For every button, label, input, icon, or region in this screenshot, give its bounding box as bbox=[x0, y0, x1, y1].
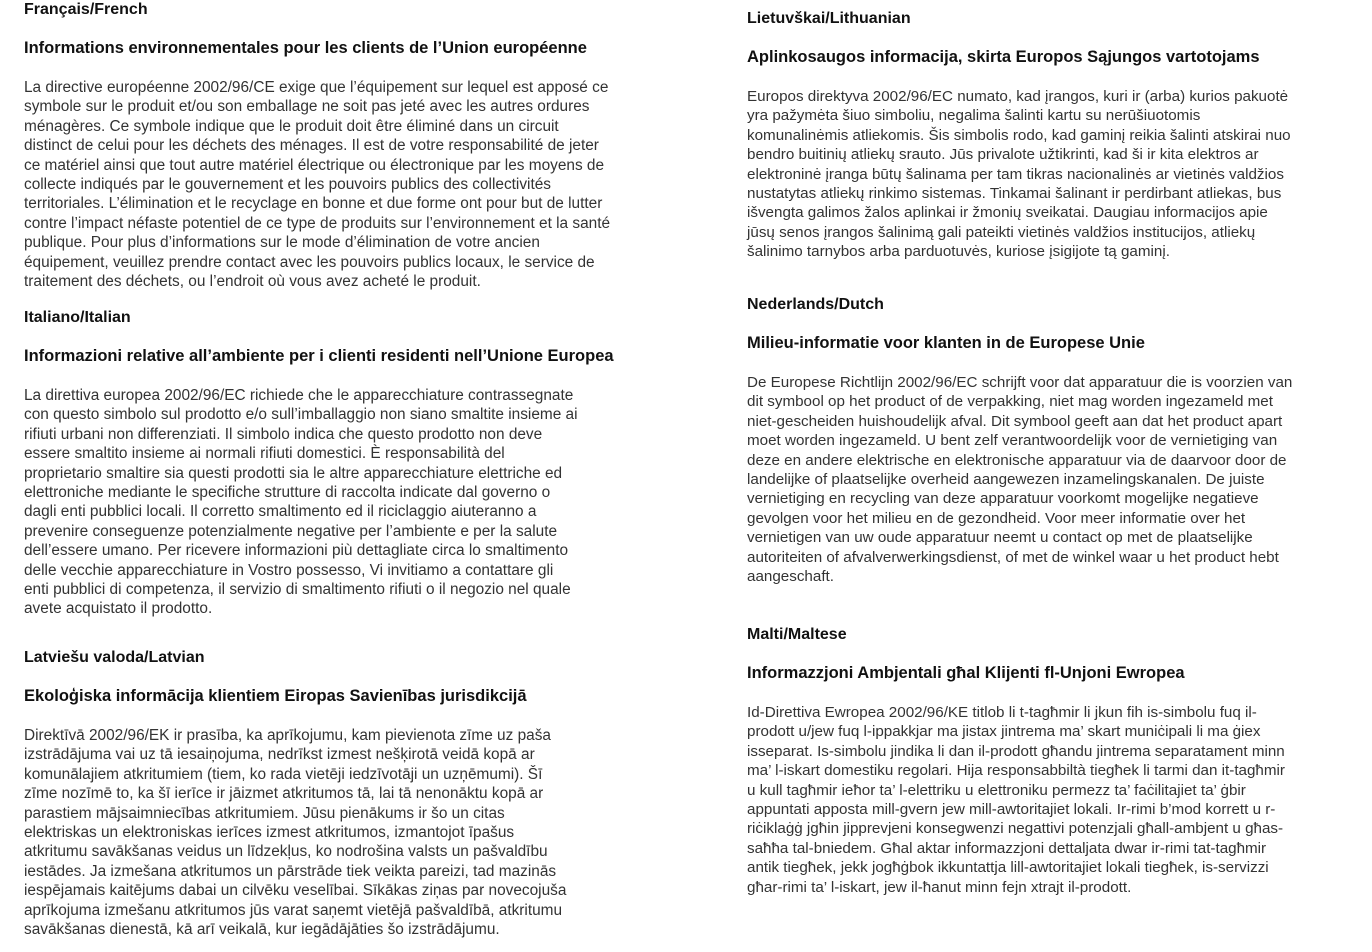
body-line: aprīkojuma izmešanu atkritumos jūs varat saņemt vietējā pašvaldībā, atkritumu bbox=[24, 901, 563, 919]
body-line: deze en andere elektrische en elektronische apparatuur via de daarvoor door de bbox=[747, 451, 1287, 469]
body-line: prevenire conseguenze potenzialmente negative per l’ambiente e per la salute bbox=[24, 522, 558, 540]
body-line: parastiem mājsaimniecības atkritumiem. Jūsu pienākums ir šo un citas bbox=[24, 804, 505, 822]
body-line: dit symbool op het product of de verpakking, niet mag worden ingezameld met bbox=[747, 393, 1273, 411]
body-line: La directive européenne 2002/96/CE exige que l’équipement sur lequel est apposé ce bbox=[24, 79, 609, 96]
body-line: con questo simbolo sul prodotto e/o sull’imballaggio non siano smaltite insieme ai bbox=[24, 406, 578, 424]
section-latvian bbox=[24, 648, 664, 939]
section-title: Ekoloģiska informācija klientiem Eiropas Savienības jurisdikcijā bbox=[24, 687, 527, 705]
body-line: atkritumu savākšanas veidus un līdzekļus, ko nodrošina valsts un pašvaldību bbox=[24, 843, 548, 861]
language-heading: Français/French bbox=[24, 1, 148, 18]
section-title: Informations environnementales pour les clients de l’Union européenne bbox=[24, 39, 587, 57]
section-dutch bbox=[747, 295, 1372, 586]
body-line: elettroniche mediante le specifiche strutture di raccolta indicate dal governo o bbox=[24, 484, 551, 502]
section-title: Informazioni relative all’ambiente per i clienti residenti nell’Unione Europea bbox=[24, 347, 614, 365]
body-line: traitement des déchets, ou l’endroit où vous avez acheté le produit. bbox=[24, 273, 481, 291]
body-line: jūsų senos įrangos šalinimą gali pateikti vietinės valdžios institucijos, atliekų bbox=[747, 223, 1256, 241]
body-line: zīme nozīmē to, ka šī ierīce ir jāizmet atkritumos tā, lai tā nenonāktu kopā ar bbox=[24, 785, 544, 803]
body-line: šalinimo tarnybos arba parduotuvės, kuriose įsigijote tą gaminį. bbox=[747, 243, 1170, 261]
body-line: distinct de celui pour les déchets des ménages. Il est de votre responsabilité de jeter bbox=[24, 137, 599, 155]
body-line: komunālajiem atkritumiem (tiem, ko rada vietēji iedzīvotāji un uzņēmumi). Šī bbox=[24, 765, 543, 783]
body-line: antik tiegħek, jekk jogħġbok ikkuntattja lill-awtoritajiet lokali tiegħek, is-servizzi bbox=[747, 859, 1269, 877]
body-line: essere smaltito insieme ai normali rifiuti domestici. È responsabilità del bbox=[24, 445, 505, 463]
section-title: Milieu-informatie voor klanten in de Europese Unie bbox=[747, 334, 1145, 352]
section-body bbox=[747, 373, 1372, 586]
body-line: vernietigen van uw oude apparatuur neemt u contact op met de plaatselijke bbox=[747, 529, 1253, 547]
section-lithuanian bbox=[747, 9, 1372, 262]
body-line: ma’ l-iskart domestiku regolari. Hija responsabbiltà tiegħek li tarmi dan it-tagħmir bbox=[747, 762, 1285, 780]
body-line: komunalinėmis atliekomis. Šis simbolis rodo, kad gaminį reikia šalinti atskirai nuo bbox=[747, 126, 1291, 144]
body-line: La direttiva europea 2002/96/EC richiede che le apparecchiature contrassegnate bbox=[24, 387, 574, 404]
section-body bbox=[24, 726, 664, 939]
body-line: landelijke of plaatselijke overheid aangewezen inzamelingskanalen. De juiste bbox=[747, 471, 1265, 489]
body-line: iespējamais kaitējums dabai un cilvēku veselībai. Sīkākas ziņas par novecojuša bbox=[24, 882, 567, 900]
body-line: dagli enti pubblici locali. Il corretto smaltimento ed il riciclaggio aiuteranno a bbox=[24, 503, 537, 521]
section-maltese bbox=[747, 625, 1372, 897]
section-body bbox=[747, 703, 1372, 897]
section-title: Aplinkosaugos informacija, skirta Europos Sąjungos vartotojams bbox=[747, 48, 1260, 66]
body-line: elektroninė įranga būtų šalinama per tam tikras nacionalinės ar vietinės valdžios bbox=[747, 165, 1284, 183]
body-line: collecte indiqués par le gouvernement et les pouvoirs publics des collectivités bbox=[24, 176, 551, 194]
body-line: išvengta galimos žalos aplinkai ir žmonių sveikatai. Daugiau informacijos apie bbox=[747, 204, 1268, 222]
body-line: u kull tagħmir ieħor ta’ l-elettriku u elettroniku permezz ta’ faċilitajiet ta’ ġbir bbox=[747, 781, 1246, 799]
body-line: prodott u/jew fuq l-ippakkjar ma jistax jintrema ma’ skart muniċipali li ma ġiex bbox=[747, 723, 1261, 741]
body-line: delle vecchie apparecchiature in Vostro possesso, Vi invitiamo a contattare gli bbox=[24, 561, 554, 579]
body-line: izstrādājuma vai uz tā iesaiņojuma, nedrīkst izmest nešķirotā veidā kopā ar bbox=[24, 746, 535, 764]
body-line: proprietario smaltire sia questi prodotti sia le altre apparecchiature elettriche ed bbox=[24, 464, 563, 482]
body-line: contre l’impact néfaste potentiel de ce type de produits sur l’environnement et la santé bbox=[24, 214, 611, 232]
language-heading: Nederlands/Dutch bbox=[747, 296, 884, 313]
language-heading: Lietuvškai/Lithuanian bbox=[747, 10, 911, 27]
body-line: ménagères. Ce symbole indique que le produit doit être éliminé dans un circuit bbox=[24, 117, 559, 135]
language-heading: Italiano/Italian bbox=[24, 309, 131, 326]
body-line: niet-gescheiden huishoudelijk afval. Dit symbool geeft aan dat het product apart bbox=[747, 412, 1283, 430]
body-line: dell’essere umano. Per ricevere informazioni più dettagliate circa lo smaltimento bbox=[24, 542, 569, 560]
body-line: moet worden ingezameld. U bent zelf verantwoordelijk voor de vernietiging van bbox=[747, 432, 1278, 450]
body-line: gevolgen voor het milieu en de gezondheid. Voor meer informatie over het bbox=[747, 509, 1246, 527]
section-french bbox=[24, 0, 664, 291]
body-line: għar-rimi ta’ l-iskart, jew il-ħanut minn fejn xtrajt il-prodott. bbox=[747, 878, 1132, 896]
body-line: Id-Direttiva Ewropea 2002/96/KE titlob li t-tagħmir li jkun fih is-simbolu fuq il- bbox=[747, 704, 1257, 721]
body-line: autoriteiten of afvalverwerkingsdienst, of met de winkel waar u het product hebt bbox=[747, 548, 1279, 566]
body-line: yra pažymėta šiuo simboliu, negalima šalinti kartu su nerūšiuotomis bbox=[747, 107, 1201, 125]
section-body bbox=[747, 87, 1372, 262]
body-line: équipement, veuillez prendre contact avec les pouvoirs publics locaux, le service de bbox=[24, 253, 595, 271]
section-body bbox=[24, 386, 664, 619]
body-line: vernietiging en recycling van deze apparatuur voorkomt mogelijke negatieve bbox=[747, 490, 1259, 508]
body-line: De Europese Richtlijn 2002/96/EC schrijft voor dat apparatuur die is voorzien van bbox=[747, 374, 1293, 391]
body-line: publique. Pour plus d’informations sur le mode d’élimination de votre ancien bbox=[24, 234, 540, 252]
body-line: aangeschaft. bbox=[747, 568, 834, 586]
body-line: territoriales. L’élimination et le recyclage en bonne et due forme ont pour but de lutter bbox=[24, 195, 603, 213]
body-line: appuntati apposta mill-gvern jew mill-awtoritajiet lokali. Ir-rimi b’mod korrett u r- bbox=[747, 801, 1276, 819]
body-line: savākšanas dienestā, kā arī veikalā, kur iegādājāties šo izstrādājumu. bbox=[24, 921, 500, 939]
body-line: ce matériel ainsi que tout autre matériel électrique ou électronique par les moyens de bbox=[24, 156, 605, 174]
body-line: enti pubblici di competenza, il servizio di smaltimento rifiuti o il negozio nel quale bbox=[24, 581, 571, 599]
section-body bbox=[24, 78, 664, 291]
body-line: iestādes. Ja izmešana atkritumos un pārstrāde tiek veikta pareizi, tad mazinās bbox=[24, 862, 557, 880]
body-line: rifiuti urbani non differenziati. Il simbolo indica che questo prodotto non deve bbox=[24, 425, 543, 443]
body-line: isseparat. Is-simbolu jindika li dan il-prodott għandu jintrema separatament minn bbox=[747, 742, 1285, 760]
language-heading: Latviešu valoda/Latvian bbox=[24, 649, 205, 666]
body-line: riċiklaġġ jgħin jipprevjeni konsegwenzi negattivi potenzjali għall-ambjent u għas- bbox=[747, 820, 1284, 838]
body-line: Europos direktyva 2002/96/EC numato, kad įrangos, kuri ir (arba) kurios pakuotė bbox=[747, 88, 1289, 105]
section-italian bbox=[24, 308, 664, 619]
body-line: elektriskas un elektroniskas ierīces izmest atkritumos, izmantojot īpašus bbox=[24, 824, 515, 842]
body-line: symbole sur le produit et/ou son emballage ne soit pas jeté avec les autres ordures bbox=[24, 98, 590, 116]
language-heading: Malti/Maltese bbox=[747, 626, 847, 643]
body-line: Direktīvā 2002/96/EK ir prasība, ka aprīkojumu, kam pievienota zīme uz paša bbox=[24, 727, 551, 744]
body-line: nustatytas atliekų rinkimo sistemas. Tinkamai šalinant ir perdirbant atliekas, bus bbox=[747, 185, 1282, 203]
section-title: Informazzjoni Ambjentali għal Klijenti fl-Unjoni Ewropea bbox=[747, 664, 1185, 682]
body-line: bendro buitinių atliekų srauto. Jūs privalote užtikrinti, kad ši ir kita elektros ar bbox=[747, 146, 1259, 164]
body-line: avete acquistato il prodotto. bbox=[24, 600, 213, 618]
body-line: saħħa tal-bniedem. Għal aktar informazzjoni dettaljata dwar ir-rimi tat-tagħmir bbox=[747, 839, 1267, 857]
